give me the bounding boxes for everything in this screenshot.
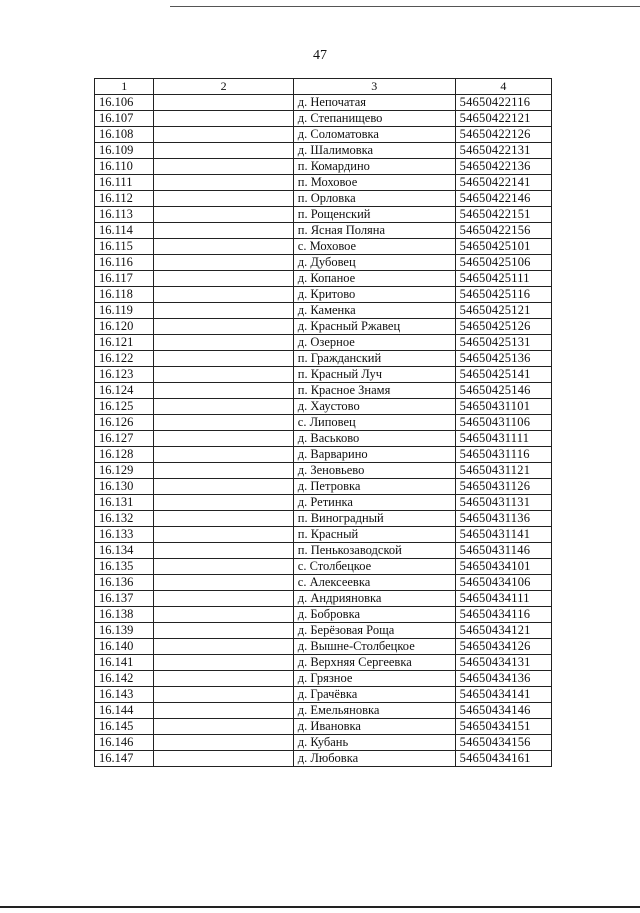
- column-2-cell: [154, 607, 293, 623]
- row-number-cell: 16.112: [95, 191, 154, 207]
- column-2-cell: [154, 159, 293, 175]
- oktmo-code-cell: 54650422121: [455, 111, 551, 127]
- oktmo-code-cell: 54650425116: [455, 287, 551, 303]
- oktmo-code-cell: 54650425141: [455, 367, 551, 383]
- settlement-name-cell: п. Гражданский: [293, 351, 455, 367]
- row-number-cell: 16.133: [95, 527, 154, 543]
- row-number-cell: 16.120: [95, 319, 154, 335]
- table-row: [95, 495, 552, 511]
- table-row: [95, 207, 552, 223]
- column-2-cell: [154, 495, 293, 511]
- row-number-cell: 16.132: [95, 511, 154, 527]
- settlement-name-cell: д. Красный Ржавец: [293, 319, 455, 335]
- oktmo-code-cell: 54650434126: [455, 639, 551, 655]
- settlement-name-cell: д. Озерное: [293, 335, 455, 351]
- row-number-cell: 16.143: [95, 687, 154, 703]
- settlement-name-cell: д. Кубань: [293, 735, 455, 751]
- row-number-cell: 16.106: [95, 95, 154, 111]
- settlement-name-cell: д. Соломатовка: [293, 127, 455, 143]
- row-number-cell: 16.131: [95, 495, 154, 511]
- oktmo-code-cell: 54650422141: [455, 175, 551, 191]
- page-number: 47: [313, 48, 327, 63]
- oktmo-code-cell: 54650431101: [455, 399, 551, 415]
- row-number-cell: 16.119: [95, 303, 154, 319]
- row-number-cell: 16.108: [95, 127, 154, 143]
- oktmo-code-cell: 54650434111: [455, 591, 551, 607]
- oktmo-code-cell: 54650425121: [455, 303, 551, 319]
- settlement-name-cell: п. Виноградный: [293, 511, 455, 527]
- row-number-cell: 16.129: [95, 463, 154, 479]
- table-header-row: [95, 79, 552, 95]
- table-row: [95, 367, 552, 383]
- oktmo-code-cell: 54650431121: [455, 463, 551, 479]
- settlement-name-cell: п. Орловка: [293, 191, 455, 207]
- settlement-name-cell: д. Любовка: [293, 751, 455, 767]
- oktmo-code-cell: 54650434106: [455, 575, 551, 591]
- settlement-name-cell: д. Каменка: [293, 303, 455, 319]
- row-number-cell: 16.107: [95, 111, 154, 127]
- settlement-name-cell: п. Комардино: [293, 159, 455, 175]
- settlements-table: [94, 78, 552, 767]
- column-2-cell: [154, 479, 293, 495]
- table-row: [95, 239, 552, 255]
- oktmo-code-cell: 54650434156: [455, 735, 551, 751]
- settlement-name-cell: д. Верхняя Сергеевка: [293, 655, 455, 671]
- column-2-cell: [154, 175, 293, 191]
- oktmo-code-cell: 54650422136: [455, 159, 551, 175]
- oktmo-code-cell: 54650431126: [455, 479, 551, 495]
- row-number-cell: 16.117: [95, 271, 154, 287]
- settlement-name-cell: п. Пенькозаводской: [293, 543, 455, 559]
- column-2-cell: [154, 335, 293, 351]
- table-row: [95, 671, 552, 687]
- column-2-cell: [154, 303, 293, 319]
- row-number-cell: 16.127: [95, 431, 154, 447]
- settlement-name-cell: д. Грязное: [293, 671, 455, 687]
- column-2-cell: [154, 319, 293, 335]
- row-number-cell: 16.115: [95, 239, 154, 255]
- settlement-name-cell: д. Вышне-Столбецкое: [293, 639, 455, 655]
- oktmo-code-cell: 54650431106: [455, 415, 551, 431]
- settlement-name-cell: с. Липовец: [293, 415, 455, 431]
- column-2-cell: [154, 399, 293, 415]
- settlement-name-cell: д. Бобровка: [293, 607, 455, 623]
- settlement-name-cell: п. Моховое: [293, 175, 455, 191]
- row-number-cell: 16.128: [95, 447, 154, 463]
- table-row: [95, 559, 552, 575]
- column-2-cell: [154, 239, 293, 255]
- oktmo-code-cell: 54650422156: [455, 223, 551, 239]
- settlement-name-cell: д. Ивановка: [293, 719, 455, 735]
- oktmo-code-cell: 54650434116: [455, 607, 551, 623]
- column-2-cell: [154, 447, 293, 463]
- table-row: [95, 95, 552, 111]
- table-row: [95, 175, 552, 191]
- oktmo-code-cell: 54650422126: [455, 127, 551, 143]
- settlement-name-cell: д. Хаустово: [293, 399, 455, 415]
- row-number-cell: 16.141: [95, 655, 154, 671]
- column-2-cell: [154, 671, 293, 687]
- settlement-name-cell: с. Столбецкое: [293, 559, 455, 575]
- table-row: [95, 399, 552, 415]
- oktmo-code-cell: 54650425146: [455, 383, 551, 399]
- table-row: [95, 303, 552, 319]
- table-row: [95, 463, 552, 479]
- oktmo-code-cell: 54650434131: [455, 655, 551, 671]
- table-row: [95, 639, 552, 655]
- column-2-cell: [154, 751, 293, 767]
- oktmo-code-cell: 54650422151: [455, 207, 551, 223]
- table-row: [95, 415, 552, 431]
- oktmo-code-cell: 54650434141: [455, 687, 551, 703]
- settlement-name-cell: д. Степанищево: [293, 111, 455, 127]
- oktmo-code-cell: 54650425131: [455, 335, 551, 351]
- column-2-cell: [154, 559, 293, 575]
- settlement-name-cell: д. Петровка: [293, 479, 455, 495]
- oktmo-code-cell: 54650434161: [455, 751, 551, 767]
- table-row: [95, 159, 552, 175]
- row-number-cell: 16.116: [95, 255, 154, 271]
- bottom-rule-line: [0, 906, 640, 908]
- column-2-cell: [154, 367, 293, 383]
- oktmo-code-cell: 54650425101: [455, 239, 551, 255]
- row-number-cell: 16.134: [95, 543, 154, 559]
- table-row: [95, 127, 552, 143]
- row-number-cell: 16.142: [95, 671, 154, 687]
- row-number-cell: 16.147: [95, 751, 154, 767]
- settlement-name-cell: с. Алексеевка: [293, 575, 455, 591]
- settlement-name-cell: д. Критово: [293, 287, 455, 303]
- table-row: [95, 319, 552, 335]
- table-row: [95, 655, 552, 671]
- settlement-name-cell: д. Зеновьево: [293, 463, 455, 479]
- row-number-cell: 16.114: [95, 223, 154, 239]
- row-number-cell: 16.145: [95, 719, 154, 735]
- row-number-cell: 16.113: [95, 207, 154, 223]
- table-row: [95, 703, 552, 719]
- table-row: [95, 719, 552, 735]
- oktmo-code-cell: 54650422116: [455, 95, 551, 111]
- settlement-name-cell: д. Непочатая: [293, 95, 455, 111]
- settlement-name-cell: д. Шалимовка: [293, 143, 455, 159]
- oktmo-code-cell: 54650425111: [455, 271, 551, 287]
- column-2-cell: [154, 207, 293, 223]
- settlement-name-cell: д. Ретинка: [293, 495, 455, 511]
- settlement-name-cell: п. Ясная Поляна: [293, 223, 455, 239]
- table-row: [95, 431, 552, 447]
- column-2-cell: [154, 639, 293, 655]
- table-row: [95, 447, 552, 463]
- settlement-name-cell: д. Грачёвка: [293, 687, 455, 703]
- settlement-name-cell: д. Андрияновка: [293, 591, 455, 607]
- settlement-name-cell: п. Красный: [293, 527, 455, 543]
- row-number-cell: 16.125: [95, 399, 154, 415]
- oktmo-code-cell: 54650434151: [455, 719, 551, 735]
- column-2-cell: [154, 575, 293, 591]
- table-row: [95, 383, 552, 399]
- row-number-cell: 16.140: [95, 639, 154, 655]
- table-row: [95, 607, 552, 623]
- table-row: [95, 687, 552, 703]
- table-row: [95, 271, 552, 287]
- oktmo-code-cell: 54650422131: [455, 143, 551, 159]
- table-body: [95, 95, 552, 767]
- oktmo-code-cell: 54650425126: [455, 319, 551, 335]
- column-2-cell: [154, 591, 293, 607]
- oktmo-code-cell: 54650431146: [455, 543, 551, 559]
- column-2-cell: [154, 735, 293, 751]
- column-2-cell: [154, 527, 293, 543]
- column-header-2: 2: [154, 79, 293, 95]
- column-2-cell: [154, 383, 293, 399]
- row-number-cell: 16.135: [95, 559, 154, 575]
- row-number-cell: 16.124: [95, 383, 154, 399]
- row-number-cell: 16.122: [95, 351, 154, 367]
- column-2-cell: [154, 271, 293, 287]
- oktmo-code-cell: 54650434136: [455, 671, 551, 687]
- oktmo-code-cell: 54650431131: [455, 495, 551, 511]
- settlement-name-cell: д. Васьково: [293, 431, 455, 447]
- settlement-name-cell: п. Рощенский: [293, 207, 455, 223]
- column-2-cell: [154, 143, 293, 159]
- table-row: [95, 287, 552, 303]
- column-2-cell: [154, 191, 293, 207]
- row-number-cell: 16.144: [95, 703, 154, 719]
- column-2-cell: [154, 687, 293, 703]
- row-number-cell: 16.110: [95, 159, 154, 175]
- table-row: [95, 351, 552, 367]
- column-2-cell: [154, 287, 293, 303]
- table-row: [95, 143, 552, 159]
- settlement-name-cell: д. Емельяновка: [293, 703, 455, 719]
- table-row: [95, 735, 552, 751]
- table-row: [95, 543, 552, 559]
- row-number-cell: 16.126: [95, 415, 154, 431]
- column-2-cell: [154, 511, 293, 527]
- table-row: [95, 591, 552, 607]
- row-number-cell: 16.139: [95, 623, 154, 639]
- column-header-3: 3: [293, 79, 455, 95]
- table-row: [95, 111, 552, 127]
- row-number-cell: 16.137: [95, 591, 154, 607]
- table-row: [95, 751, 552, 767]
- row-number-cell: 16.136: [95, 575, 154, 591]
- column-header-4: 4: [455, 79, 551, 95]
- column-2-cell: [154, 431, 293, 447]
- oktmo-code-cell: 54650434101: [455, 559, 551, 575]
- row-number-cell: 16.146: [95, 735, 154, 751]
- table-row: [95, 191, 552, 207]
- oktmo-code-cell: 54650431111: [455, 431, 551, 447]
- column-header-1: 1: [95, 79, 154, 95]
- column-2-cell: [154, 543, 293, 559]
- oktmo-code-cell: 54650431136: [455, 511, 551, 527]
- column-2-cell: [154, 719, 293, 735]
- column-2-cell: [154, 111, 293, 127]
- oktmo-code-cell: 54650434146: [455, 703, 551, 719]
- column-2-cell: [154, 255, 293, 271]
- table-row: [95, 255, 552, 271]
- row-number-cell: 16.118: [95, 287, 154, 303]
- table-row: [95, 511, 552, 527]
- oktmo-code-cell: 54650425136: [455, 351, 551, 367]
- column-2-cell: [154, 127, 293, 143]
- settlement-name-cell: с. Моховое: [293, 239, 455, 255]
- oktmo-code-cell: 54650425106: [455, 255, 551, 271]
- column-2-cell: [154, 655, 293, 671]
- column-2-cell: [154, 463, 293, 479]
- settlement-name-cell: д. Берёзовая Роща: [293, 623, 455, 639]
- table-row: [95, 223, 552, 239]
- column-2-cell: [154, 95, 293, 111]
- settlement-name-cell: д. Дубовец: [293, 255, 455, 271]
- settlement-name-cell: п. Красный Луч: [293, 367, 455, 383]
- column-2-cell: [154, 415, 293, 431]
- row-number-cell: 16.138: [95, 607, 154, 623]
- oktmo-code-cell: 54650431141: [455, 527, 551, 543]
- column-2-cell: [154, 351, 293, 367]
- table-row: [95, 575, 552, 591]
- settlement-name-cell: д. Варварино: [293, 447, 455, 463]
- table-row: [95, 527, 552, 543]
- settlement-name-cell: д. Копаное: [293, 271, 455, 287]
- table-row: [95, 335, 552, 351]
- row-number-cell: 16.111: [95, 175, 154, 191]
- column-2-cell: [154, 223, 293, 239]
- table-row: [95, 479, 552, 495]
- row-number-cell: 16.109: [95, 143, 154, 159]
- oktmo-code-cell: 54650431116: [455, 447, 551, 463]
- row-number-cell: 16.130: [95, 479, 154, 495]
- oktmo-code-cell: 54650434121: [455, 623, 551, 639]
- row-number-cell: 16.123: [95, 367, 154, 383]
- column-2-cell: [154, 623, 293, 639]
- settlement-name-cell: п. Красное Знамя: [293, 383, 455, 399]
- column-2-cell: [154, 703, 293, 719]
- table-row: [95, 623, 552, 639]
- oktmo-code-cell: 54650422146: [455, 191, 551, 207]
- row-number-cell: 16.121: [95, 335, 154, 351]
- top-rule-line: [170, 6, 640, 7]
